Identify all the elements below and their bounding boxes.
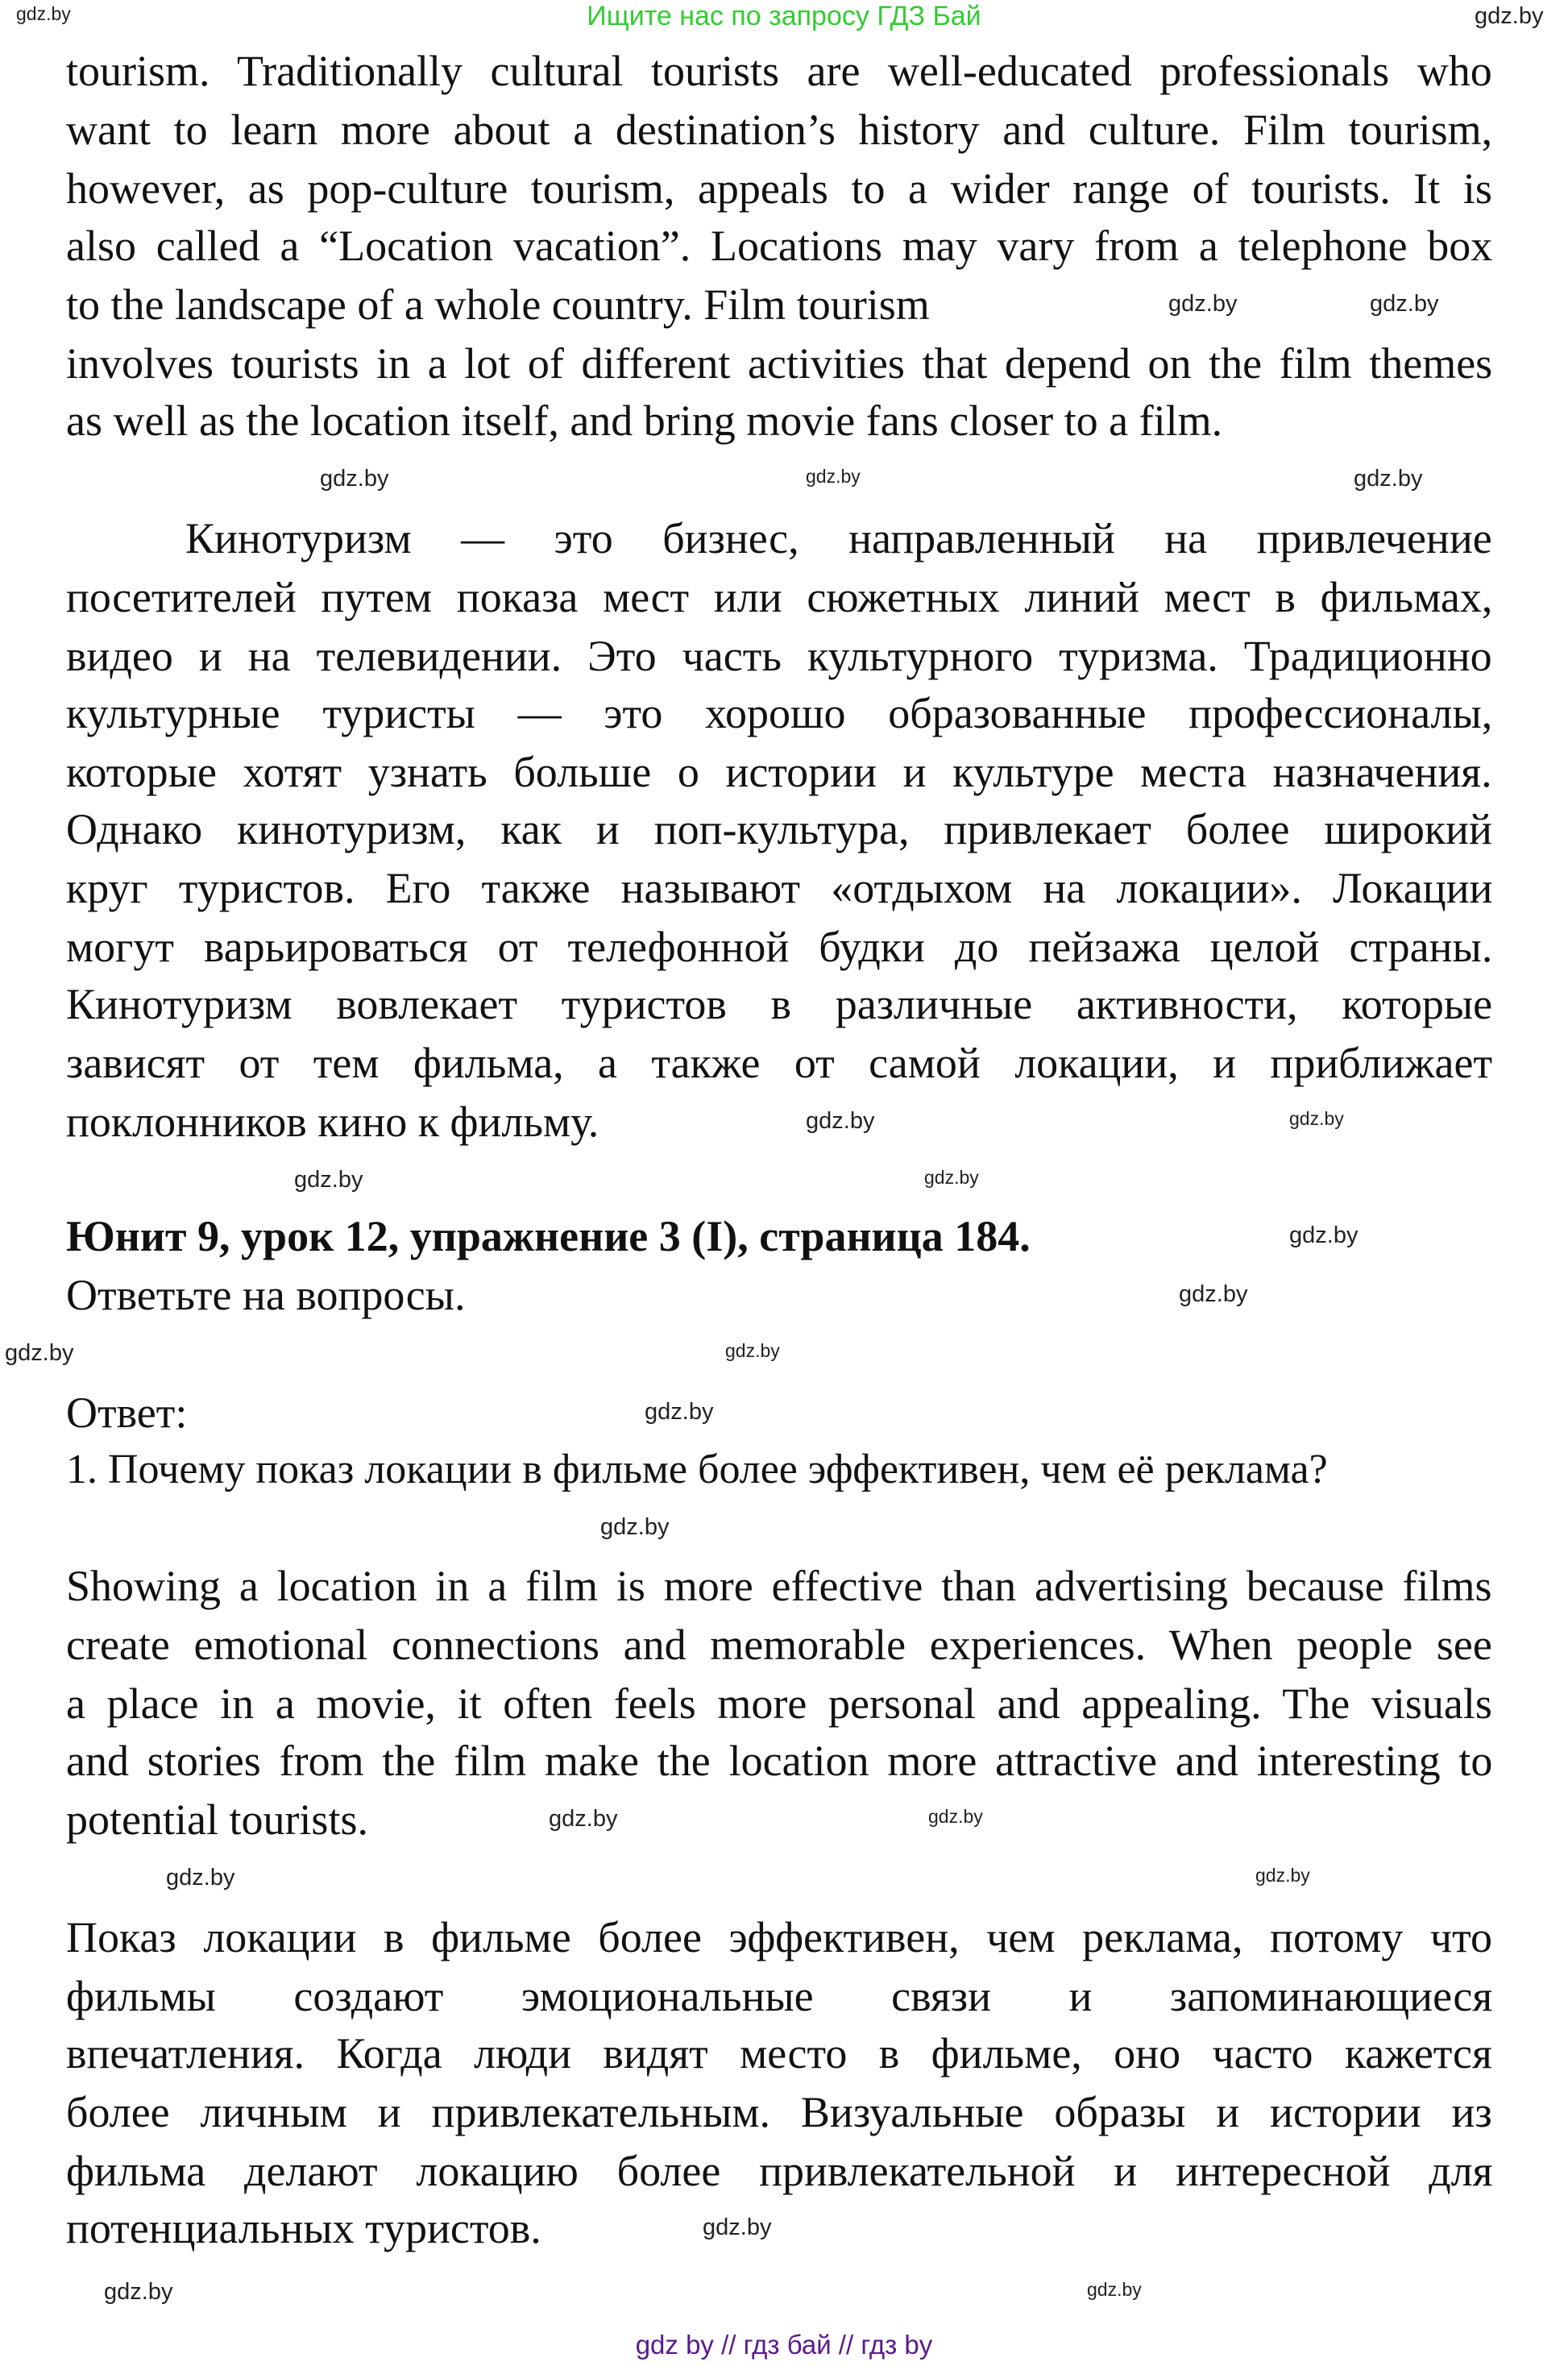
text-line: посетителей путем показа мест или сюжетных линий мест в фильмах,: [66, 573, 1493, 621]
text-line: create emotional connections and memorable experiences. When people see: [66, 1621, 1492, 1669]
watermark: gdz.by: [600, 1514, 670, 1540]
watermark: gdz.by: [549, 1806, 618, 1832]
text-line: могут варьироваться от телефонной будки до пейзажа целой страны.: [66, 923, 1493, 971]
watermark: gdz.by: [645, 1399, 714, 1425]
watermark: gdz.by: [1087, 2279, 1142, 2300]
text-line: and stories from the film make the location more attractive and interesting to: [66, 1737, 1493, 1785]
watermark: gdz.by: [1475, 3, 1544, 29]
watermark: gdz.by: [725, 1340, 780, 1361]
watermark: gdz.by: [1179, 1281, 1248, 1307]
watermark: gdz.by: [1370, 291, 1439, 317]
text-line: фильма делают локацию более привлекательной и интересной для: [66, 2147, 1493, 2195]
text-line: tourism. Traditionally cultural tourists are well-educated professionals who: [66, 47, 1492, 95]
text-line: Showing a location in a film is more effective than advertising because films: [66, 1562, 1492, 1610]
text-line: которые хотят узнать больше о истории и культуре места назначения.: [66, 748, 1492, 796]
text-line: Показ локации в фильме более эффективен, чем реклама, потому что: [66, 1913, 1492, 1961]
watermark: gdz.by: [1289, 1108, 1344, 1129]
text-line: Кинотуризм вовлекает туристов в различные активности, которые: [66, 980, 1493, 1028]
text-line: более личным и привлекательным. Визуальные образы и истории из: [66, 2088, 1492, 2136]
text-line: potential tourists.: [66, 1795, 368, 1844]
watermark: gdz.by: [1354, 466, 1423, 492]
text-line: потенциальных туристов.: [66, 2204, 541, 2252]
text-line: as well as the location itself, and bring movie fans closer to a film.: [66, 396, 1223, 445]
watermark: gdz.by: [928, 1806, 983, 1827]
text-line: want to learn more about a destination’s history and culture. Film tourism,: [66, 106, 1493, 154]
watermark: gdz.by: [1255, 1865, 1310, 1886]
text-line: Ответьте на вопросы.: [66, 1271, 466, 1319]
text-line: involves tourists in a lot of different activities that depend on the film themes: [66, 339, 1493, 388]
text-line: поклонников кино к фильму.: [66, 1098, 599, 1146]
text-line: Ответ:: [66, 1388, 188, 1437]
watermark: gdz.by: [16, 3, 71, 24]
text-line: a place in a movie, it often feels more personal and appealing. The visuals: [66, 1679, 1492, 1728]
text-line: also called a “Location vacation”. Locations may vary from a telephone box: [66, 222, 1493, 270]
watermark: gdz.by: [806, 1108, 875, 1134]
watermark: gdz.by: [294, 1167, 363, 1193]
text-line: круг туристов. Его также называют «отдыхом на локации». Локации: [66, 864, 1493, 912]
watermark: gdz.by: [924, 1167, 979, 1188]
watermark: gdz.by: [806, 466, 861, 487]
text-line: впечатления. Когда люди видят место в фильме, оно часто кажется: [66, 2029, 1492, 2078]
text-line: however, as pop-culture tourism, appeals to a wider range of tourists. It is: [66, 164, 1492, 213]
footer-links[interactable]: gdz by // гдз бай // гдз by: [635, 2330, 933, 2360]
text-line: фильмы создают эмоциональные связи и запоминающиеся: [66, 1972, 1493, 2020]
watermark: gdz.by: [104, 2279, 173, 2305]
text-line: видео и на телевидении. Это часть культурного туризма. Традиционно: [66, 632, 1492, 680]
text-line: культурные туристы — это хорошо образованные профессионалы,: [66, 689, 1493, 737]
text-line: Кинотуризм — это бизнес, направленный на привлечение: [185, 514, 1492, 562]
watermark: gdz.by: [166, 1865, 235, 1891]
exercise-heading: Юнит 9, урок 12, упражнение 3 (I), страница 184.: [66, 1212, 1031, 1260]
text-line: to the landscape of a whole country. Film tourism: [66, 280, 930, 329]
watermark: gdz.by: [703, 2214, 772, 2240]
watermark: gdz.by: [5, 1340, 74, 1366]
text-line: Однако кинотуризм, как и поп-культура, привлекает более широкий: [66, 805, 1492, 853]
watermark: gdz.by: [320, 466, 389, 492]
watermark: gdz.by: [1168, 291, 1238, 317]
text-line: 1. Почему показ локации в фильме более эффективен, чем её реклама?: [66, 1447, 1328, 1492]
watermark: gdz.by: [1289, 1222, 1359, 1248]
text-line: зависят от тем фильма, а также от самой локации, и приближает: [66, 1039, 1493, 1087]
search-banner: Ищите нас по запросу ГДЗ Бай: [587, 1, 981, 31]
